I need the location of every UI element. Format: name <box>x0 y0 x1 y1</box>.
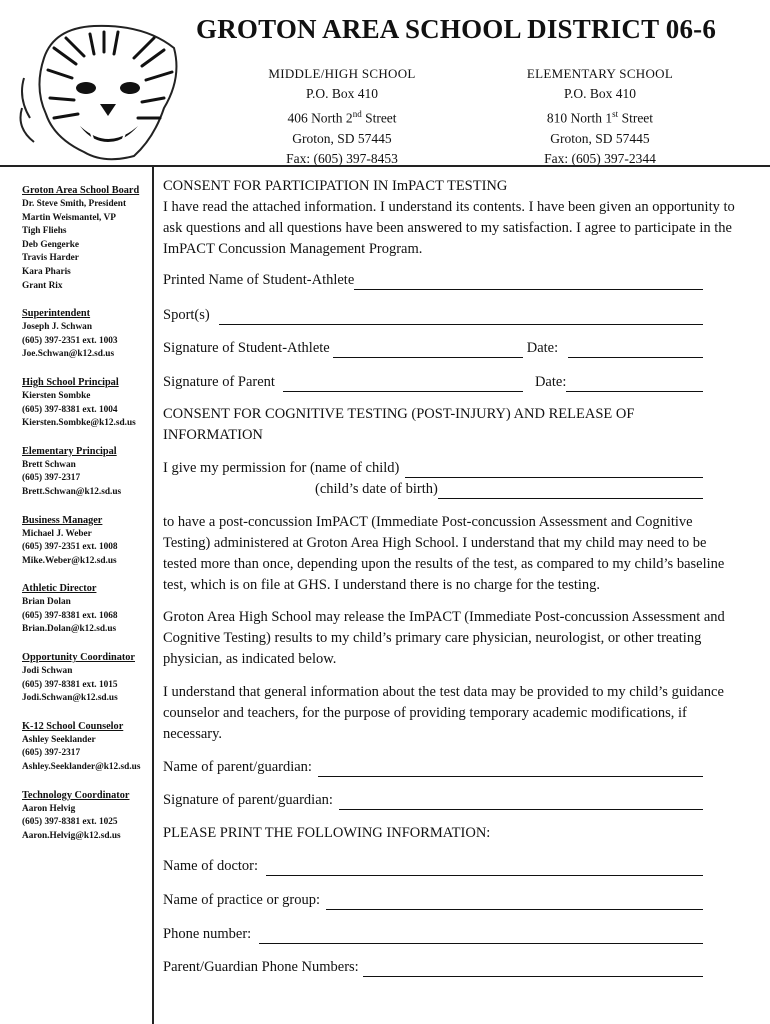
counselor-section <box>22 720 150 775</box>
contact-name: Kiersten Sombke <box>22 390 91 401</box>
phone-label: Phone number: <box>163 926 252 942</box>
section-title: Groton Area School Board <box>22 185 140 196</box>
elementary-po-box: P.O. Box 410 <box>563 86 636 101</box>
printed-name-field[interactable] <box>354 275 703 290</box>
staff-directory <box>22 184 150 857</box>
opportunity-coordinator-section <box>22 651 150 706</box>
parent-date-label: Date: <box>534 374 567 390</box>
section-title: K-12 School Counselor <box>22 720 124 732</box>
student-date-label: Date: <box>526 340 559 356</box>
board-member: Martin Weismantel, VP <box>22 212 116 223</box>
board-member: Dr. Steve Smith, President <box>22 199 127 209</box>
athletic-director-section <box>22 582 150 637</box>
parent-date-field[interactable] <box>566 377 703 392</box>
permission-label: I give my permission for (name of child) <box>163 460 400 476</box>
contact-email[interactable]: Kiersten.Sombke@k12.sd.us <box>22 418 136 429</box>
guardian-phone-row <box>163 957 703 977</box>
dob-row <box>315 479 703 499</box>
contact-email[interactable]: Jodi.Schwan@k12.sd.us <box>22 693 118 704</box>
section-title: Superintendent <box>22 308 91 320</box>
tiger-mascot-icon <box>14 18 186 164</box>
board-member: Kara Pharis <box>22 266 71 277</box>
middle-high-heading: MIDDLE/HIGH SCHOOL <box>268 66 416 81</box>
board-member: Tigh Fliehs <box>22 226 67 237</box>
consent-title: CONSENT FOR PARTICIPATION IN ImPACT TESTING <box>163 178 508 194</box>
contact-name: Brett Schwan <box>22 459 76 470</box>
doctor-label: Name of doctor: <box>163 858 259 874</box>
contact-name: Michael J. Weber <box>22 528 92 539</box>
phone-row <box>163 924 703 944</box>
elementary-heading: ELEMENTARY SCHOOL <box>526 66 674 81</box>
elementary-address <box>490 64 710 169</box>
doctor-row <box>163 856 703 876</box>
section-title: Business Manager <box>22 514 103 526</box>
contact-phone: (605) 397-2317 <box>22 748 81 759</box>
guardian-name-row <box>163 757 703 777</box>
general-info-paragraph: I understand that general information about the test data may be provided to my child’s guidance counselor and teachers, for the purpose of providing temporary academic modifications, if necessary. <box>163 684 724 742</box>
district-title: GROTON AREA SCHOOL DISTRICT 06-6 <box>196 14 717 44</box>
sports-field[interactable] <box>219 310 703 325</box>
contact-phone: (605) 397-8381 ext. 1004 <box>22 404 118 415</box>
hs-principal-section <box>22 376 150 431</box>
doctor-field[interactable] <box>266 861 703 876</box>
contact-name: Brian Dolan <box>22 597 71 608</box>
business-manager-section <box>22 514 150 569</box>
section-title: Technology Coordinator <box>22 789 130 801</box>
sports-label: Sport(s) <box>163 307 210 323</box>
student-signature-row <box>163 338 703 358</box>
contact-name: Aaron Helvig <box>22 803 76 814</box>
board-member: Deb Gengerke <box>22 239 80 250</box>
guardian-name-field[interactable] <box>318 762 703 777</box>
practice-field[interactable] <box>326 895 703 910</box>
guardian-phone-label: Parent/Guardian Phone Numbers: <box>163 959 359 975</box>
elem-principal-section <box>22 445 150 500</box>
elementary-city: Groton, SD 57445 <box>550 130 650 146</box>
printed-name-label: Printed Name of Student-Athlete <box>163 272 355 288</box>
elementary-street: 810 North 1st Street <box>546 109 654 126</box>
contact-email[interactable]: Mike.Weber@k12.sd.us <box>22 555 117 566</box>
contact-name: Joseph J. Schwan <box>22 322 93 333</box>
contact-email[interactable]: Aaron.Helvig@k12.sd.us <box>22 830 121 841</box>
phone-field[interactable] <box>259 929 703 944</box>
section-title: High School Principal <box>22 376 119 388</box>
contact-phone: (605) 397-2351 ext. 1003 <box>22 335 118 346</box>
section-title: Athletic Director <box>22 583 97 595</box>
contact-name: Ashley Seeklander <box>22 734 96 745</box>
student-signature-label: Signature of Student-Athlete <box>163 340 330 356</box>
contact-email[interactable]: Ashley.Seeklander@k12.sd.us <box>22 762 141 773</box>
guardian-name-label: Name of parent/guardian: <box>163 759 312 775</box>
practice-row <box>163 890 703 910</box>
parent-signature-label: Signature of Parent <box>163 374 275 390</box>
superintendent-section <box>22 307 150 362</box>
middle-high-fax: Fax: (605) 397-8453 <box>286 150 398 166</box>
guardian-signature-row <box>163 790 703 810</box>
contact-email[interactable]: Brett.Schwan@k12.sd.us <box>22 486 122 497</box>
parent-signature-row <box>163 372 703 392</box>
parent-signature-field[interactable] <box>283 377 523 392</box>
guardian-signature-field[interactable] <box>339 795 703 810</box>
header-divider <box>0 165 770 167</box>
contact-phone: (605) 397-8381 ext. 1025 <box>22 817 118 828</box>
testing-paragraph: to have a post-concussion ImPACT (Immediate Post-concussion Assessment and Cognitive Testing) administered at Groton Area High School. I understand that my child may need to be tested more than once, depending upon the results of the test, as compared to my child’s baseline test, which is on file at GHS. I understand there is no charge for the testing. <box>163 514 725 593</box>
consent-body: I have read the attached information. I understand its contents. I have been given an opportunity to ask questions and all questions have been answered to my satisfaction. I agree to participate in the ImPACT Concussion Management Program. <box>163 199 735 257</box>
contact-email[interactable]: Joe.Schwan@k12.sd.us <box>22 349 115 360</box>
contact-email[interactable]: Brian.Dolan@k12.sd.us <box>22 624 117 635</box>
board-section <box>22 184 150 293</box>
dob-label: (child’s date of birth) <box>315 481 438 497</box>
contact-phone: (605) 397-8381 ext. 1068 <box>22 610 118 621</box>
cognitive-consent-title: CONSENT FOR COGNITIVE TESTING (POST-INJURY) AND RELEASE OF INFORMATION <box>163 406 635 443</box>
contact-phone: (605) 397-2351 ext. 1008 <box>22 542 118 553</box>
student-signature-field[interactable] <box>333 343 523 358</box>
contact-phone: (605) 397-8381 ext. 1015 <box>22 679 118 690</box>
student-date-field[interactable] <box>568 343 703 358</box>
practice-label: Name of practice or group: <box>163 892 321 908</box>
child-name-field[interactable] <box>405 463 703 478</box>
permission-row <box>163 458 703 478</box>
contact-name: Jodi Schwan <box>22 666 73 677</box>
section-title: Elementary Principal <box>22 445 117 457</box>
sports-row <box>163 305 703 325</box>
release-paragraph: Groton Area High School may release the ImPACT (Immediate Post-concussion Assessment and Cognitive Testing) results to my child’s primary care physician, neurologist, or other treating physician, as indicated below. <box>163 609 725 667</box>
technology-coordinator-section <box>22 789 150 844</box>
child-dob-field[interactable] <box>438 484 703 499</box>
middle-high-po-box: P.O. Box 410 <box>305 86 378 101</box>
board-member: Grant Rix <box>22 280 63 291</box>
print-info-title: PLEASE PRINT THE FOLLOWING INFORMATION: <box>163 825 491 841</box>
elementary-fax: Fax: (605) 397-2344 <box>544 150 656 166</box>
section-title: Opportunity Coordinator <box>22 652 135 664</box>
middle-high-address <box>232 64 452 169</box>
contact-phone: (605) 397-2317 <box>22 473 81 484</box>
printed-name-row <box>163 270 703 290</box>
middle-high-street: 406 North 2nd Street <box>287 109 397 126</box>
sidebar-divider <box>152 165 154 1024</box>
middle-high-city: Groton, SD 57445 <box>292 130 392 146</box>
guardian-signature-label: Signature of parent/guardian: <box>163 792 333 808</box>
board-member: Travis Harder <box>22 253 79 264</box>
guardian-phone-field[interactable] <box>363 962 703 977</box>
